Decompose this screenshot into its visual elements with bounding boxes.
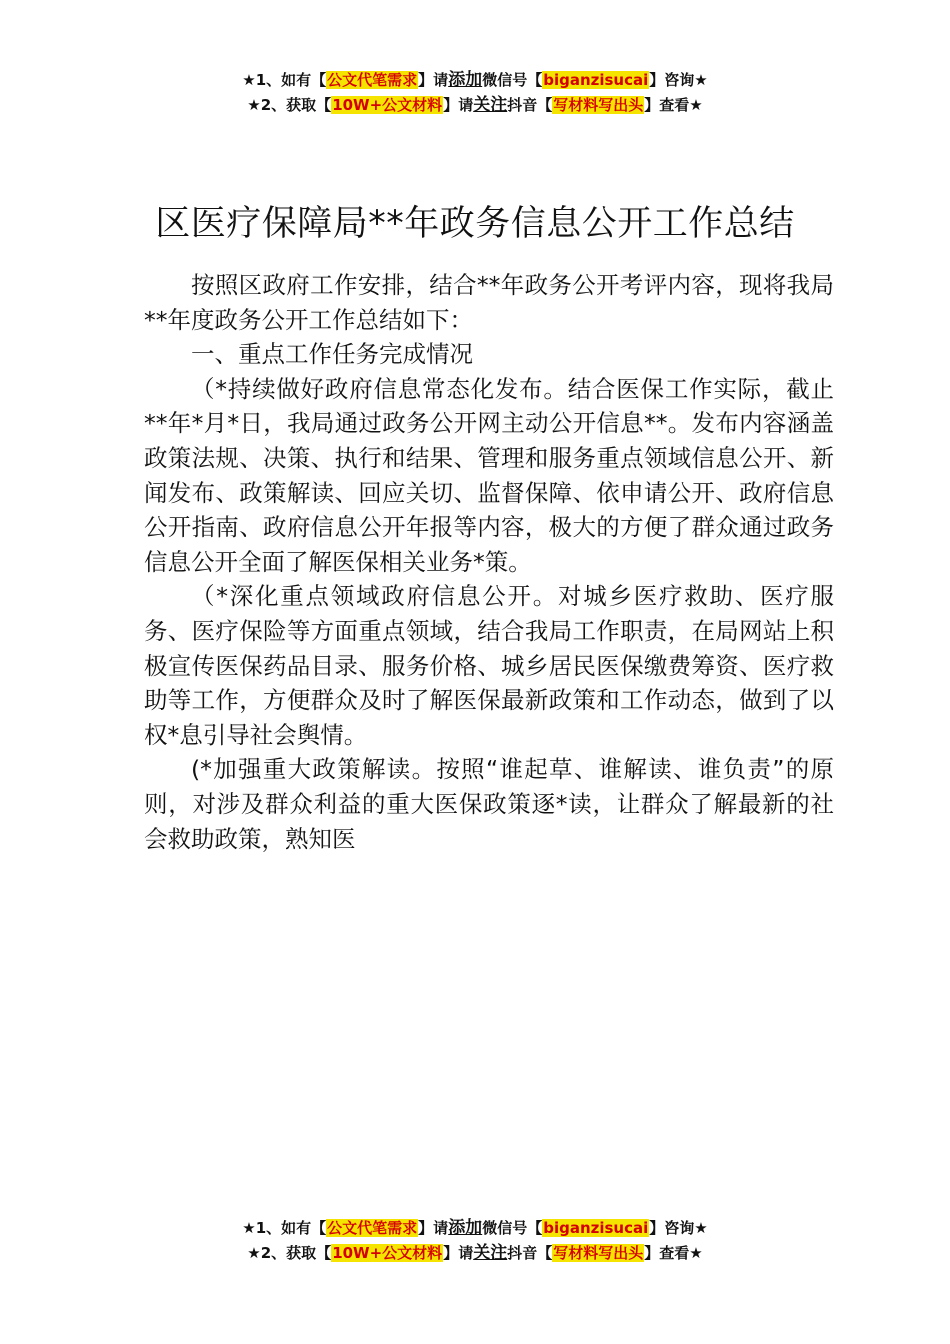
paragraph-item-1: （*持续做好政府信息常态化发布。结合医保工作实际，截止**年*月*日，我局通过政务公开网主动公开信息**。发布内容涵盖政策法规、决策、执行和结果、管理和服务重点领域信息公开、新闻发布、政策解读、回应关切、监督保障、依申请公开、政府信息公开指南、政府信息公开年报等内容，极大的方便了群众通过政务信息公开全面了解医保相关业务*策。 [144,374,834,576]
banner-highlight: 10W+公文材料 [332,1244,443,1262]
banner-highlight: 10W+公文材料 [332,96,443,114]
banner-highlight: 公文代笔需求 [327,71,418,89]
document-title: 区医疗保障局**年政务信息公开工作总结 [155,204,795,245]
banner-emphasis: 关注 [473,95,508,115]
banner-emphasis: 添加 [448,70,483,90]
banner-highlight: 写材料写出头 [553,96,644,114]
top-banner [0,68,950,118]
document-body [144,268,834,856]
banner-line-2: ★2、获取【10W+公文材料】请关注抖音【写材料写出头】查看★ [247,1243,703,1263]
banner-line-2: ★2、获取【10W+公文材料】请关注抖音【写材料写出头】查看★ [247,95,703,115]
banner-line-1: ★1、如有【公文代笔需求】请添加微信号【biganzisucai】咨询★ [242,70,708,90]
paragraph-intro: 按照区政府工作安排，结合**年政务公开考评内容，现将我局**年度政务公开工作总结如下： [144,271,834,334]
paragraph-item-2: （*深化重点领域政府信息公开。对城乡医疗救助、医疗服务、医疗保险等方面重点领域，结合我局工作职责，在局网站上积极宣传医保药品目录、服务价格、城乡居民医保缴费筹资、医疗救助等工作，方便群众及时了解医保最新政策和工作动态，做到了以权*息引导社会舆情。 [144,582,834,749]
banner-emphasis: 添加 [448,1218,483,1238]
banner-highlight: 写材料写出头 [553,1244,644,1262]
banner-line-1: ★1、如有【公文代笔需求】请添加微信号【biganzisucai】咨询★ [242,1218,708,1238]
banner-highlight: biganzisucai [543,71,649,89]
bottom-banner [0,1216,950,1266]
banner-emphasis: 关注 [473,1243,508,1263]
banner-highlight: 公文代笔需求 [327,1219,418,1237]
section-heading: 一、重点工作任务完成情况 [191,340,473,369]
paragraph-item-3: (*加强重大政策解读。按照“谁起草、谁解读、谁负责”的原则，对涉及群众利益的重大医保政策逐*读，让群众了解最新的社会救助政策，熟知医 [144,755,834,853]
banner-highlight: biganzisucai [543,1219,649,1237]
